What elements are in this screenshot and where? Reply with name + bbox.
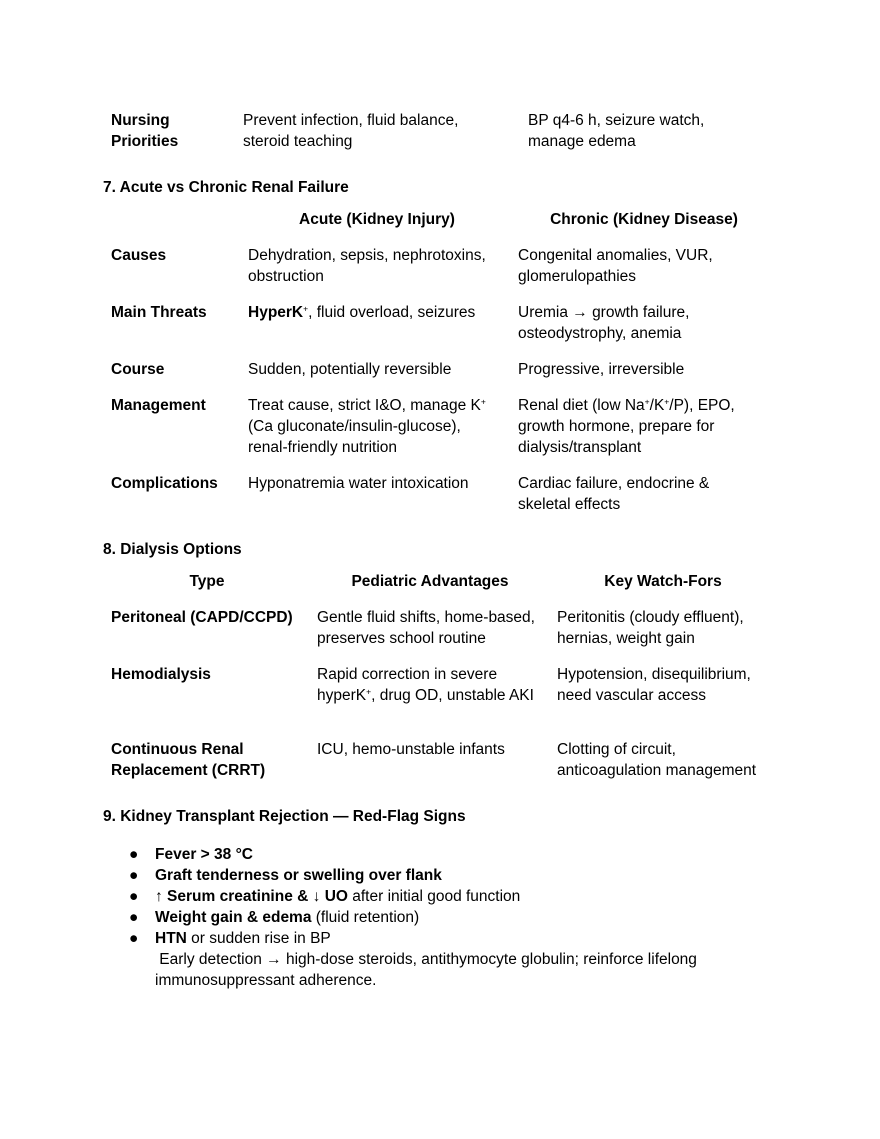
row-label-management: Management bbox=[111, 397, 206, 414]
main-threats-acute-rest: , fluid overload, seizures bbox=[308, 304, 476, 321]
acute-column-header: Acute (Kidney Injury) bbox=[299, 211, 455, 228]
course-chronic: Progressive, irreversible bbox=[518, 361, 685, 378]
red-flag-rest: after initial good function bbox=[347, 888, 521, 905]
red-flag-bold: Fever > 38 °C bbox=[155, 846, 253, 863]
dialysis-type-hemodialysis: Hemodialysis bbox=[111, 666, 211, 683]
type-column-header: Type bbox=[189, 573, 225, 590]
red-flag-rest: or sudden rise in BP bbox=[186, 930, 331, 947]
section7-heading: 7. Acute vs Chronic Renal Failure bbox=[103, 179, 349, 196]
hemodialysis-adv-line2a: hyperK bbox=[317, 687, 367, 704]
peritoneal-watch-fors: Peritonitis (cloudy effluent), hernias, weight gain bbox=[557, 609, 744, 647]
red-flag-tail-line2: immunosuppressant adherence. bbox=[155, 972, 377, 989]
section9-heading: 9. Kidney Transplant Rejection — Red-Flag Signs bbox=[103, 808, 466, 825]
red-flag-tail-line1: Early detection → high-dose steroids, antithymocyte globulin; reinforce lifelong bbox=[155, 951, 697, 968]
plus-superscript: + bbox=[303, 303, 309, 314]
dialysis-type-crrt: Continuous Renal Replacement (CRRT) bbox=[111, 741, 266, 779]
causes-chronic: Congenital anomalies, VUR, glomerulopathies bbox=[518, 247, 713, 285]
dialysis-type-peritoneal: Peritoneal (CAPD/CCPD) bbox=[111, 609, 293, 626]
list-item bbox=[129, 865, 697, 886]
advantages-column-header: Pediatric Advantages bbox=[351, 573, 509, 590]
section8-heading: 8. Dialysis Options bbox=[103, 541, 242, 558]
list-item bbox=[129, 886, 697, 907]
course-acute: Sudden, potentially reversible bbox=[248, 361, 452, 378]
nursing-priorities-col2: BP q4-6 h, seizure watch, manage edema bbox=[528, 112, 705, 150]
management-chronic-line3: dialysis/transplant bbox=[518, 439, 642, 456]
bullet-icon: ● bbox=[129, 867, 139, 884]
causes-acute: Dehydration, sepsis, nephrotoxins, obstruction bbox=[248, 247, 486, 285]
hemodialysis-adv-line1: Rapid correction in severe bbox=[317, 666, 498, 683]
hemodialysis-watch-fors: Hypotension, disequilibrium, need vascular access bbox=[557, 666, 751, 704]
chronic-column-header: Chronic (Kidney Disease) bbox=[550, 211, 738, 228]
red-flag-rest: (fluid retention) bbox=[311, 909, 420, 926]
row-label-course: Course bbox=[111, 361, 165, 378]
management-chronic-line2: growth hormone, prepare for bbox=[518, 418, 715, 435]
list-item bbox=[129, 928, 697, 949]
crrt-watch-fors: Clotting of circuit, anticoagulation management bbox=[557, 741, 757, 779]
row-label-causes: Causes bbox=[111, 247, 167, 264]
plus-superscript: + bbox=[644, 396, 650, 407]
main-threats-acute bbox=[248, 302, 475, 323]
watch-fors-column-header: Key Watch-Fors bbox=[604, 573, 722, 590]
nursing-priorities-col1: Prevent infection, fluid balance, steroid teaching bbox=[243, 112, 459, 150]
plus-superscript: + bbox=[664, 396, 670, 407]
red-flag-bold: HTN bbox=[155, 930, 187, 947]
red-flag-list bbox=[129, 844, 697, 991]
row-label-complications: Complications bbox=[111, 475, 218, 492]
row-label-main-threats: Main Threats bbox=[111, 304, 207, 321]
management-acute-line1: Treat cause, strict I&O, manage K bbox=[248, 397, 481, 414]
management-acute-line2: (Ca gluconate/insulin-glucose), bbox=[248, 418, 461, 435]
main-threats-chronic: Uremia → growth failure, osteodystrophy, anemia bbox=[518, 304, 690, 342]
crrt-advantages: ICU, hemo-unstable infants bbox=[317, 741, 505, 758]
management-acute bbox=[248, 395, 486, 458]
red-flag-bold: Weight gain & edema bbox=[155, 909, 312, 926]
management-chronic-line1b: /K bbox=[649, 397, 665, 414]
hyperk-term: HyperK bbox=[248, 304, 304, 321]
bullet-icon: ● bbox=[129, 888, 139, 905]
red-flag-bold: ↑ Serum creatinine & ↓ UO bbox=[155, 888, 348, 905]
bullet-icon: ● bbox=[129, 846, 139, 863]
bullet-icon: ● bbox=[129, 909, 139, 926]
list-item bbox=[129, 907, 697, 928]
bullet-icon: ● bbox=[129, 930, 139, 947]
hemodialysis-advantages bbox=[317, 664, 534, 706]
management-chronic-line1a: Renal diet (low Na bbox=[518, 397, 645, 414]
plus-superscript: + bbox=[480, 396, 486, 407]
plus-superscript: + bbox=[366, 686, 372, 697]
complications-chronic: Cardiac failure, endocrine & skeletal effects bbox=[518, 475, 710, 513]
nursing-priorities-label: Nursing Priorities bbox=[111, 112, 179, 150]
red-flag-bold: Graft tenderness or swelling over flank bbox=[155, 867, 442, 884]
complications-acute: Hyponatremia water intoxication bbox=[248, 475, 469, 492]
management-chronic bbox=[518, 395, 735, 458]
peritoneal-advantages: Gentle fluid shifts, home-based, preserves school routine bbox=[317, 609, 535, 647]
hemodialysis-adv-line2b: , drug OD, unstable AKI bbox=[371, 687, 534, 704]
management-acute-line3: renal-friendly nutrition bbox=[248, 439, 398, 456]
management-chronic-line1c: /P), EPO, bbox=[669, 397, 735, 414]
list-item bbox=[129, 844, 697, 865]
